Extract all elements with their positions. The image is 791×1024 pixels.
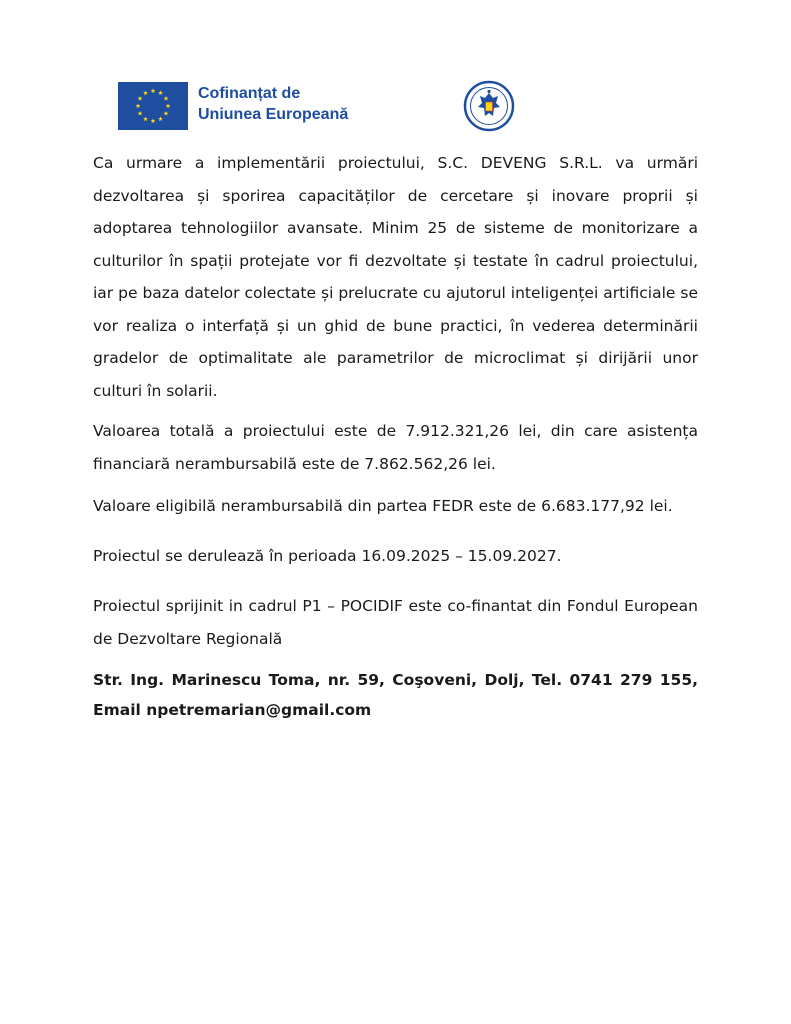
eligible-value-paragraph: Valoare eligibilă nerambursabilă din partea FEDR este de 6.683.177,92 lei.: [93, 497, 673, 515]
funding-source-paragraph: Proiectul sprijinit in cadrul P1 – POCIDIF este co-finantat din Fondul European de Dezvoltare Regională: [93, 597, 698, 648]
eu-cofinanced-label: [198, 83, 348, 125]
contact-info: Str. Ing. Marinescu Toma, nr. 59, Coşoveni, Dolj, Tel. 0741 279 155, Email npetremarian@gmail.com: [93, 671, 698, 719]
project-value-paragraph: Valoarea totală a proiectului este de 7.912.321,26 lei, din care asistența financiară nerambursabilă este de 7.862.562,26 lei.: [93, 422, 698, 473]
header-logos: [118, 80, 598, 132]
project-description-paragraph: Ca urmare a implementării proiectului, S.C. DEVENG S.R.L. va urmări dezvoltarea și sporirea capacităților de cercetare și inovare proprii și adoptarea tehnologiilor avansate. Minim 25 de sisteme de monitorizare a culturilor în spații protejate vor fi dezvoltate și testate în cadrul proiectului, iar pe baza datelor colectate și prelucrate cu ajutorul inteligenței artificiale se vor realiza o interfață și un ghid de bune practici, în vederea determinării gradelor de optimalitate ale parametrilor de microclimat și dirijării unor culturi în solarii.: [93, 154, 698, 400]
document-body: [93, 147, 698, 725]
project-period-paragraph: Proiectul se derulează în perioada 16.09.2025 – 15.09.2027.: [93, 547, 562, 565]
eu-label-line1: Cofinanțat de: [198, 85, 301, 102]
eu-flag-icon: [118, 82, 188, 130]
romania-government-emblem-icon: [463, 80, 515, 132]
eu-label-line2: Uniunea Europeană: [198, 106, 349, 123]
